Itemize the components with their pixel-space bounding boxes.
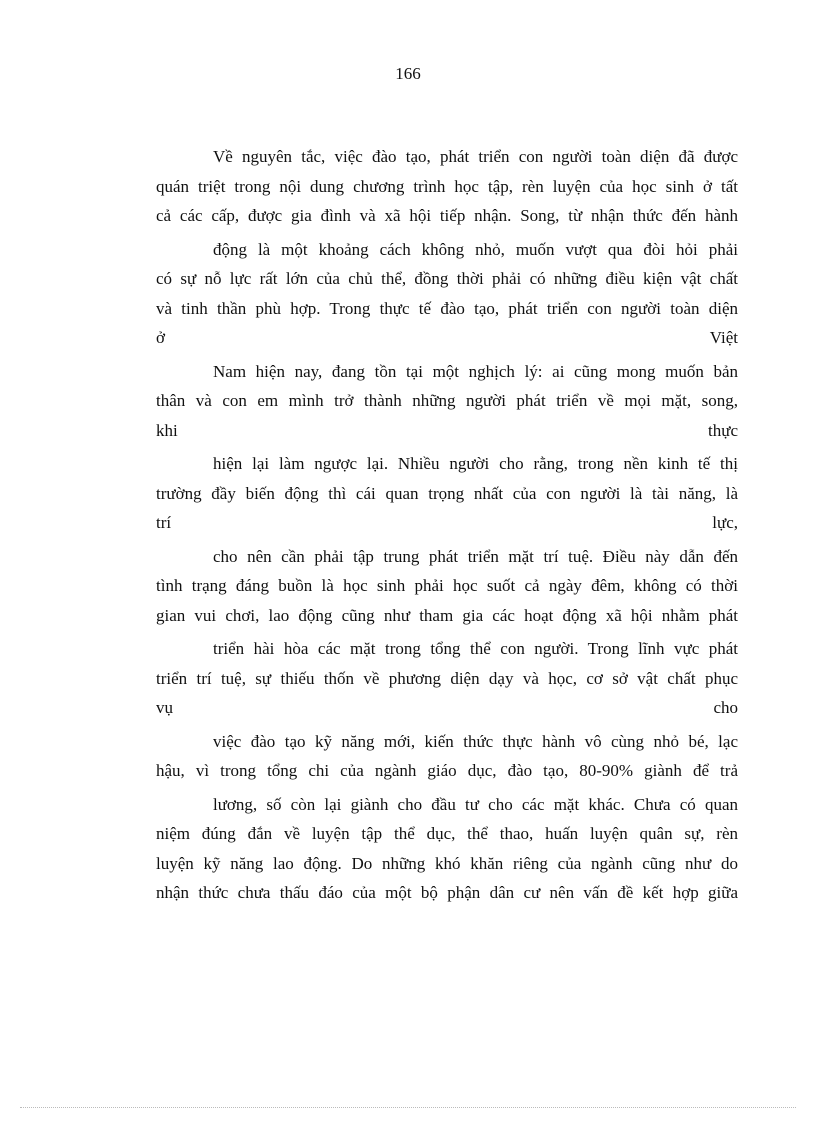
text-line: triển hài hòa các mặt trong tổng thể con người. Trong lĩnh vực phát bbox=[213, 639, 738, 658]
text-line: nhận thức chưa thấu đáo của một bộ phận dân cư nên vấn đề kết hợp giữa bbox=[156, 883, 738, 902]
text-line: hậu, vì trong tổng chi của ngành giáo dục, đào tạo, 80-90% giành để trả bbox=[156, 761, 738, 780]
text-line: thân và con em mình trở thành những người phát triển về mọi mặt, song, bbox=[156, 391, 738, 410]
text-line: lương, số còn lại giành cho đầu tư cho các mặt khác. Chưa có quan bbox=[213, 794, 738, 814]
text-line: tình trạng đáng buồn là học sinh phải học suốt cả ngày đêm, không có thời bbox=[156, 576, 738, 595]
text-line: khi thực bbox=[156, 420, 738, 440]
text-line: việc đào tạo kỹ năng mới, kiến thức thực hành vô cùng nhỏ bé, lạc bbox=[213, 731, 738, 751]
text-line: quán triệt trong nội dung chương trình học tập, rèn luyện của học sinh ở tất bbox=[156, 176, 738, 196]
text-line: cho nên cần phải tập trung phát triển mặt trí tuệ. Điều này dẫn đến bbox=[213, 546, 738, 566]
text-line: vụ cho bbox=[156, 698, 738, 717]
text-line: Về nguyên tắc, việc đào tạo, phát triển con người toàn diện đã được bbox=[213, 147, 738, 166]
text-line: trường đầy biến động thì cái quan trọng nhất của con người là tài năng, là bbox=[156, 483, 738, 503]
text-line: gian vui chơi, lao động cũng như tham gia các hoạt động xã hội nhằm phát bbox=[156, 605, 738, 625]
body-text bbox=[156, 142, 738, 908]
text-line: có sự nỗ lực rất lớn của chủ thể, đồng thời phải có những điều kiện vật chất bbox=[156, 269, 738, 288]
text-line: Nam hiện nay, đang tồn tại một nghịch lý: ai cũng mong muốn bản bbox=[213, 361, 738, 381]
text-line: triển trí tuệ, sự thiếu thốn về phương diện dạy và học, cơ sở vật chất phục bbox=[156, 668, 738, 688]
text-line: trí lực, bbox=[156, 513, 738, 532]
text-line: động là một khoảng cách không nhỏ, muốn vượt qua đòi hỏi phải bbox=[213, 239, 738, 259]
page-bottom-border bbox=[20, 1107, 796, 1108]
page-number: 166 bbox=[395, 64, 421, 83]
text-line: ở Việt bbox=[156, 328, 738, 347]
text-line: hiện lại làm ngược lại. Nhiều người cho rằng, trong nền kinh tế thị bbox=[213, 454, 738, 473]
text-line: luyện kỹ năng lao động. Do những khó khăn riêng của ngành cũng như do bbox=[156, 853, 738, 873]
text-line: và tinh thần phù hợp. Trong thực tế đào tạo, phát triển con người toàn diện bbox=[156, 298, 738, 318]
text-line: niệm đúng đắn về luyện tập thể dục, thể thao, huấn luyện quân sự, rèn bbox=[156, 824, 738, 843]
text-line: cả các cấp, được gia đình và xã hội tiếp nhận. Song, từ nhận thức đến hành bbox=[156, 206, 738, 225]
